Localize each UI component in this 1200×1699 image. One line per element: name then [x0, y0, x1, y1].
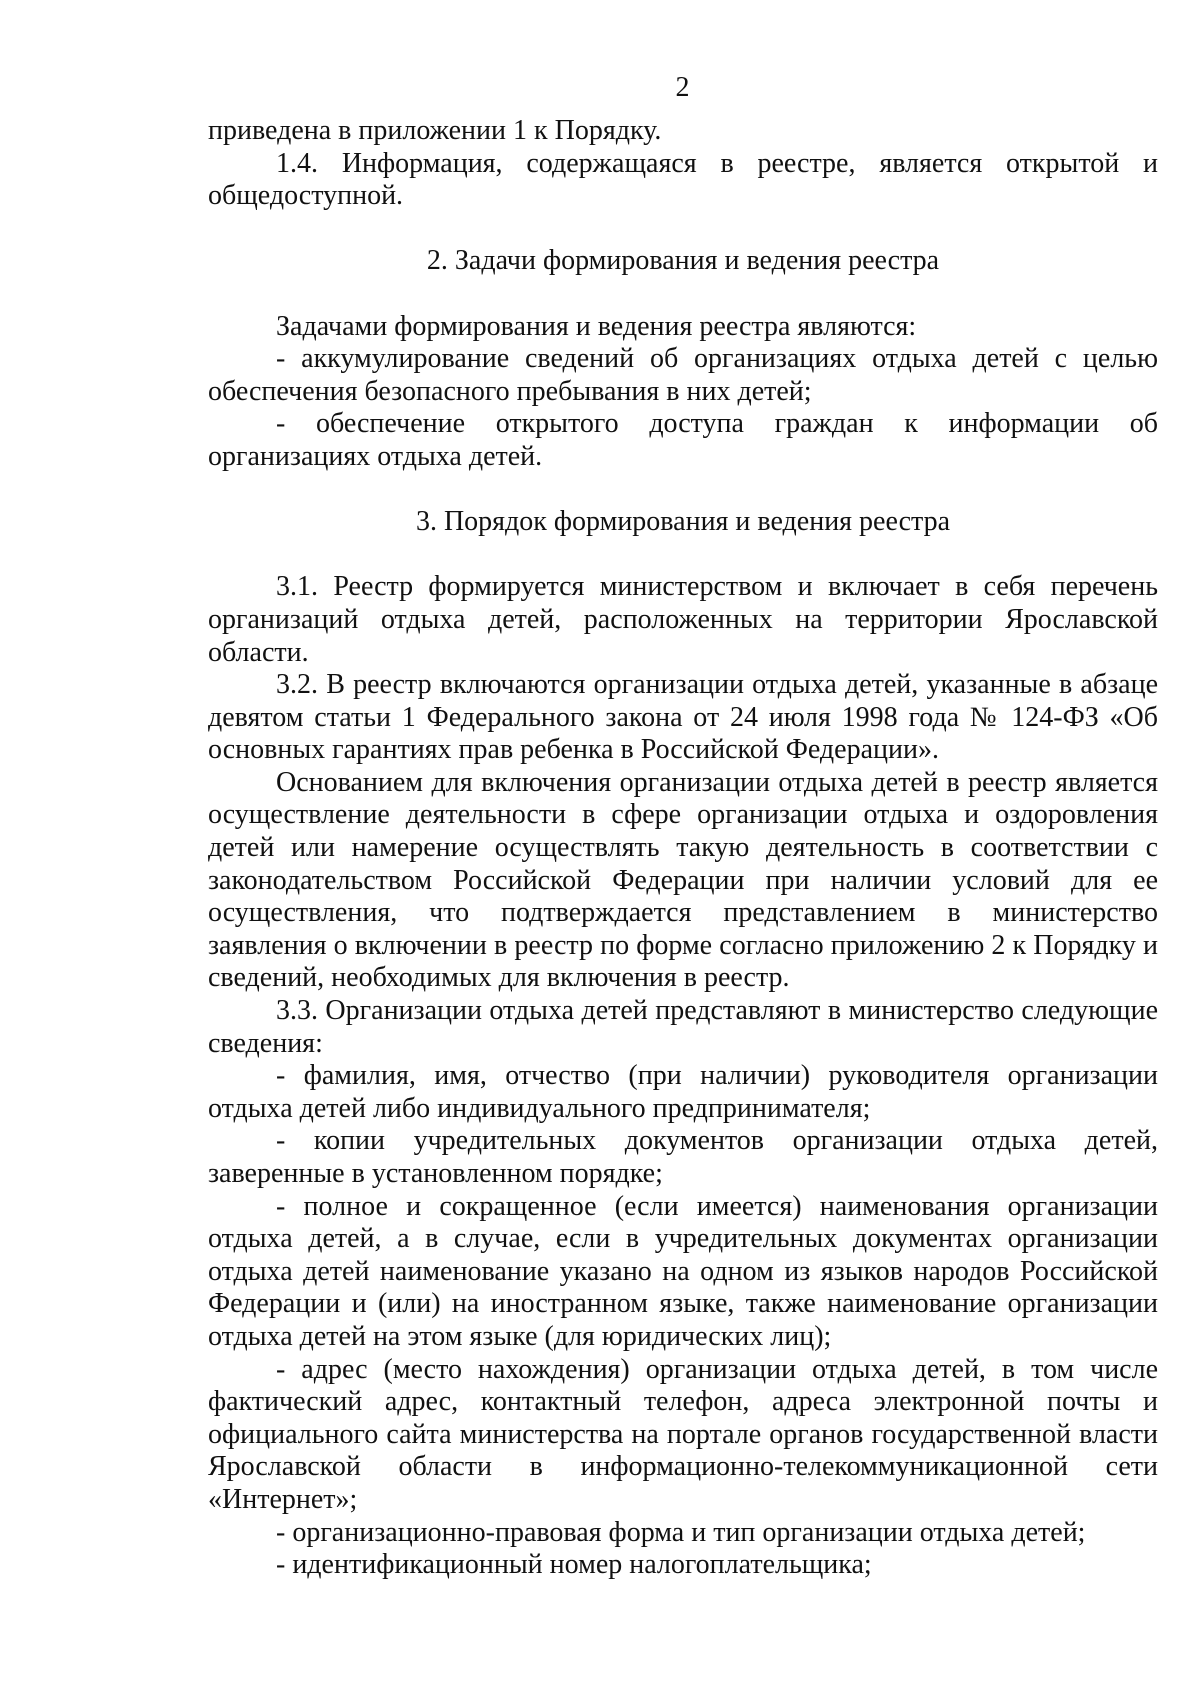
list-item-info-1: - фамилия, имя, отчество (при наличии) руководителя организации отдыха детей либо индивидуального предпринимателя; — [208, 1060, 1158, 1124]
section-heading-3: 3. Порядок формирования и ведения реестра — [415, 506, 951, 538]
paragraph-3-1: 3.1. Реестр формируется министерством и включает в себя перечень организаций отдыха детей, расположенных на территории Ярославской области. — [208, 571, 1158, 668]
paragraph-1-4: 1.4. Информация, содержащаяся в реестре, является открытой и общедоступной. — [208, 147, 1158, 212]
list-item-info-6: - идентификационный номер налогоплательщика; — [276, 1549, 872, 1581]
paragraph-3-3: 3.3. Организации отдыха детей представляют в министерство следующие сведения: — [208, 995, 1158, 1059]
paragraph-3-2: 3.2. В реестр включаются организации отдыха детей, указанные в абзаце девятом статьи 1 Федерального закона от 24 июля 1998 года № 124-ФЗ «Об основных гарантиях прав ребенка в Российской Федерации». — [208, 669, 1158, 766]
list-item-info-2: - копии учредительных документов организации отдыха детей, заверенные в установленном порядке; — [208, 1125, 1158, 1189]
list-item-task-2: - обеспечение открытого доступа граждан к информации об организациях отдыха детей. — [208, 408, 1158, 472]
paragraph-continuation: приведена в приложении 1 к Порядку. — [208, 115, 662, 146]
list-item-info-3: - полное и сокращенное (если имеется) наименования организации отдыха детей, а в случае, если в учредительных документах организации отдыха детей наименование указано на одном из языков народов Российской Федерации и (или) на иностранном языке, также наименование организации отдыха детей на этом языке (для юридических лиц); — [208, 1190, 1158, 1352]
list-item-info-4: - адрес (место нахождения) организации отдыха детей, в том числе фактический адрес, контактный телефон, адреса электронной почты и официального сайта министерства на портале органов государственной власти Ярославской области в информационно-телекоммуникационной сети «Интернет»; — [208, 1353, 1158, 1515]
paragraph-tasks-intro: Задачами формирования и ведения реестра являются: — [276, 310, 917, 342]
paragraph-basis: Основанием для включения организации отдыха детей в реестр является осуществление деятельности в сфере организации отдыха и оздоровления детей или намерение осуществлять такую деятельность в соответствии с законодательством Российской Федерации при наличии условий для ее осуществления, что подтверждается представлением в министерство заявления о включении в реестр по форме согласно приложению 2 к Порядку и сведений, необходимых для включения в реестр. — [208, 766, 1158, 994]
list-item-task-1: - аккумулирование сведений об организациях отдыха детей с целью обеспечения безопасного пребывания в них детей; — [208, 343, 1158, 407]
page-number: 2 — [675, 72, 690, 103]
list-item-info-5: - организационно-правовая форма и тип организации отдыха детей; — [276, 1516, 1086, 1548]
section-heading-2: 2. Задачи формирования и ведения реестра — [426, 245, 940, 277]
document-body — [208, 115, 1158, 1582]
